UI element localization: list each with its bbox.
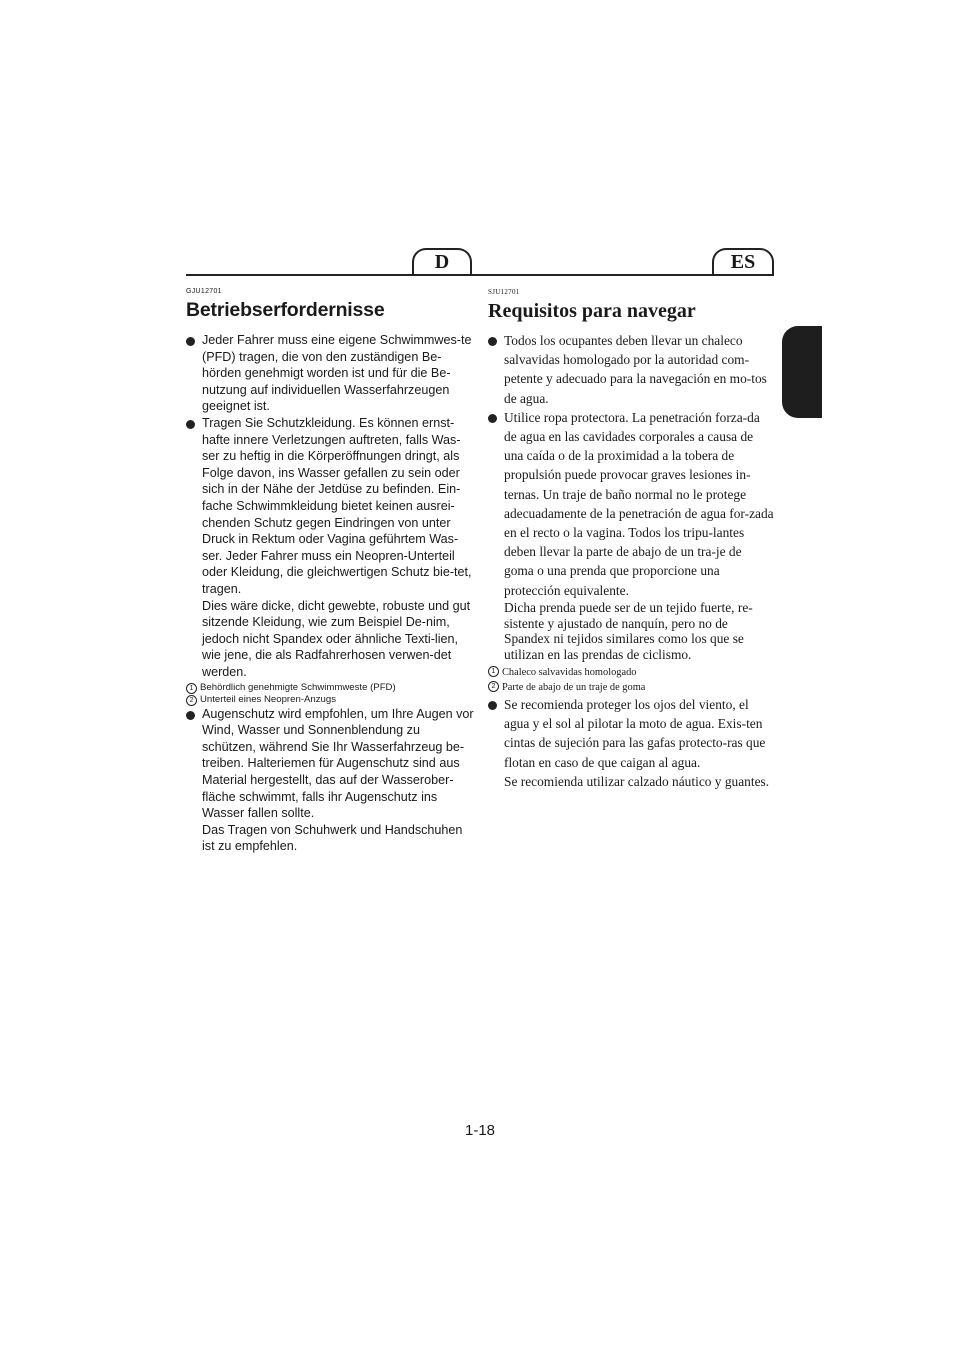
section-title: Requisitos para navegar [488,300,696,322]
figure-note [186,682,476,694]
circled-number-icon: 1 [488,666,499,677]
bullet-item [186,332,476,415]
bullet-continuation: Se recomienda utilizar calzado náutico y guantes. [504,773,770,789]
bullet-text: Tragen Sie Schutzkleidung. Es können ernst-hafte innere Verletzungen auftreten, falls Was-ser zu heftig in die Körperöffnungen dringt, als Folge davon, ins Wasser gefallen zu sein oder sich in der Nähe der Jetdüse zu befinden. Ein-fache Schwimmkleidung bietet keinen ausrei-chenden Schutz gegen Eindringen von unter Druck in Rektum oder Vagina geführtem Was-ser. Jeder Fahrer muss ein Neopren-Unterteil oder Kleidung, die gleichwertigen Schutz bie-tet, tragen. [202,415,472,596]
bullet-dot-icon [186,711,195,720]
bullet-item [488,695,774,791]
bullet-item [186,415,476,681]
bullet-text: Jeder Fahrer muss eine eigene Schwimmwes-te (PFD) tragen, die von den zuständigen Be-hörden genehmigt worden ist und für die Be-nutzung auf individuellen Wasserfahrzeugen geeignet ist. [202,333,472,414]
bullet-text: Todos los ocupantes deben llevar un chaleco salvavidas homologado por la autoridad com-petente y adecuado para la navegación en mo-tos de agua. [504,333,767,406]
bullet-dot-icon [186,420,195,429]
figure-note [488,680,774,695]
circled-number-icon: 2 [186,695,197,706]
note-text: Parte de abajo de un traje de goma [502,682,646,694]
circled-number-icon: 2 [488,681,499,692]
bullet-item [488,331,774,408]
bullet-continuation-block [488,600,774,663]
bullet-item [488,408,774,600]
german-column [186,288,476,855]
circled-number-icon: 1 [186,683,197,694]
bullet-dot-icon [186,337,195,346]
bullet-continuation: Dicha prenda puede ser de un tejido fuerte, re-sistente y ajustado de nanquín, pero no de Spandex ni tejidos similares como los que se utilizan en las prendas de ciclismo. [504,599,753,663]
section-code: GJU12701 [186,288,222,295]
section-code: SJU12701 [488,288,520,296]
bullet-dot-icon [488,337,497,346]
header-rule [186,274,774,276]
bullet-dot-icon [488,701,497,710]
note-text: Behördlich genehmigte Schwimmweste (PFD) [200,682,396,694]
bullet-dot-icon [488,414,497,423]
language-code-german: D [434,250,450,273]
bullet-text: Se recomienda proteger los ojos del viento, el agua y el sol al pilotar la moto de agua. Exis-ten cintas de sujeción para las gafas protecto-ras que flotan en caso de que caigan al agua. [504,697,766,770]
bullet-text: Utilice ropa protectora. La penetración forza-da de agua en las cavidades corporales a causa de una caída o de la proximidad a la tobera de propulsión puede provocar graves lesiones in-ternas. Un traje de baño normal no le protege adecuadamente de la penetración de agua for-zada en el recto o la vagina. Todos los tripu-lantes deben llevar la parte de abajo de un tra-je de goma o una prenda que proporcione una protección equivalente. [504,409,774,598]
language-code-spanish: ES [730,250,756,273]
bullet-continuation: Dies wäre dicke, dicht gewebte, robuste und gut sitzende Kleidung, wie zum Beispiel De-nim, jedoch nicht Spandex oder ähnliche Texti-lien, wie jene, die als Radfahrerhosen verwen-det werden. [202,598,471,679]
chapter-thumb-tab [782,326,822,418]
bullet-continuation: Das Tragen von Schuhwerk und Handschuhen ist zu empfehlen. [202,822,463,854]
note-text: Unterteil eines Neopren-Anzugs [200,694,336,706]
bullet-text: Augenschutz wird empfohlen, um Ihre Augen vor Wind, Wasser und Sonnenblendung zu schützen, während Sie Ihr Wasserfahrzeug be-treiben. Halteriemen für Augenschutz sind aus Material hergestellt, das auf der Wasserober-fläche schwimmt, falls ihr Augenschutz ins Wasser fallen sollte. [202,706,474,821]
figure-note [186,694,476,706]
note-text: Chaleco salvavidas homologado [502,667,637,679]
figure-note [488,665,774,680]
spanish-column [488,288,774,791]
bullet-item [186,706,476,855]
language-badge-german [412,248,472,274]
language-badge-spanish [712,248,774,274]
section-title: Betriebserfordernisse [186,299,385,321]
page-number: 1-18 [464,1122,496,1139]
